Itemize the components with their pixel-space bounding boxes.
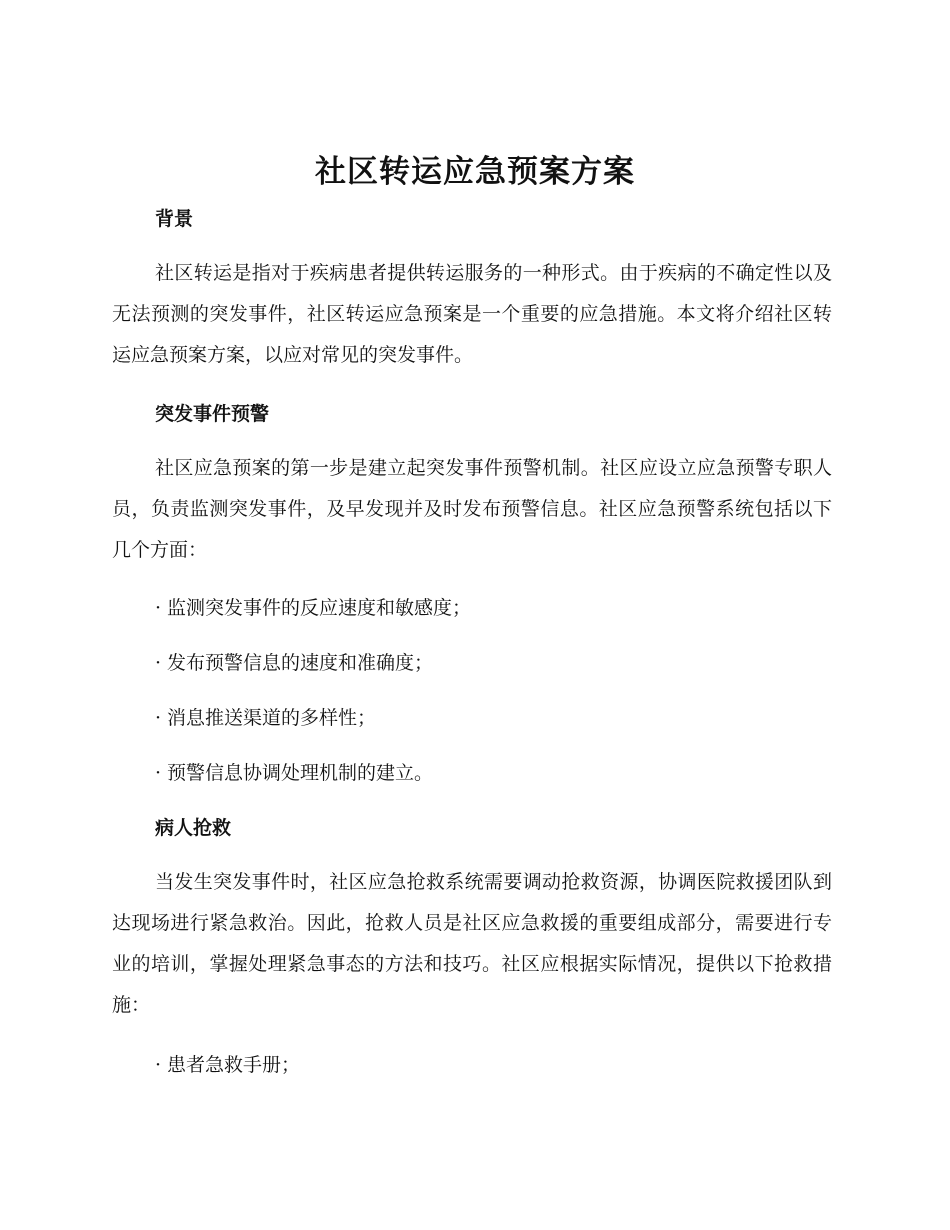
section-heading-warning: 突发事件预警: [155, 403, 270, 425]
document-title: 社区转运应急预案方案: [315, 154, 635, 190]
list-item: [155, 704, 376, 732]
bullet-marker: ·: [155, 762, 162, 784]
bullet-marker: ·: [155, 597, 162, 619]
list-item-text: 监测突发事件的反应速度和敏感度；: [167, 597, 472, 619]
bullet-marker: ·: [155, 652, 162, 674]
list-item-text: 消息推送渠道的多样性；: [167, 707, 377, 729]
section-heading-rescue: 病人抢救: [155, 817, 232, 839]
list-item: [155, 759, 433, 787]
section-paragraph-rescue: 当发生突发事件时，社区应急抢救系统需要调动抢救资源，协调医院救援团队到达现场进行紧急救治。因此，抢救人员是社区应急救援的重要组成部分，需要进行专业的培训，掌握处理紧急事态的方法和技巧。社区应根据实际情况，提供以下抢救措施：: [112, 871, 832, 1016]
section-paragraph-background: 社区转运是指对于疾病患者提供转运服务的一种形式。由于疾病的不确定性以及无法预测的突发事件，社区转运应急预案是一个重要的应急措施。本文将介绍社区转运应急预案方案，以应对常见的突发事件。: [112, 262, 832, 366]
list-item-text: 患者急救手册；: [167, 1054, 301, 1076]
section-heading-background: 背景: [155, 208, 194, 230]
bullet-marker: ·: [155, 1054, 162, 1076]
list-item: [155, 1051, 300, 1079]
section-paragraph-warning: 社区应急预案的第一步是建立起突发事件预警机制。社区应设立应急预警专职人员，负责监测突发事件，及早发现并及时发布预警信息。社区应急预警系统包括以下几个方面：: [112, 457, 832, 561]
list-item: [155, 649, 433, 677]
bullet-marker: ·: [155, 707, 162, 729]
list-item: [155, 594, 471, 622]
list-item-text: 发布预警信息的速度和准确度；: [167, 652, 434, 674]
list-item-text: 预警信息协调处理机制的建立。: [167, 762, 434, 784]
